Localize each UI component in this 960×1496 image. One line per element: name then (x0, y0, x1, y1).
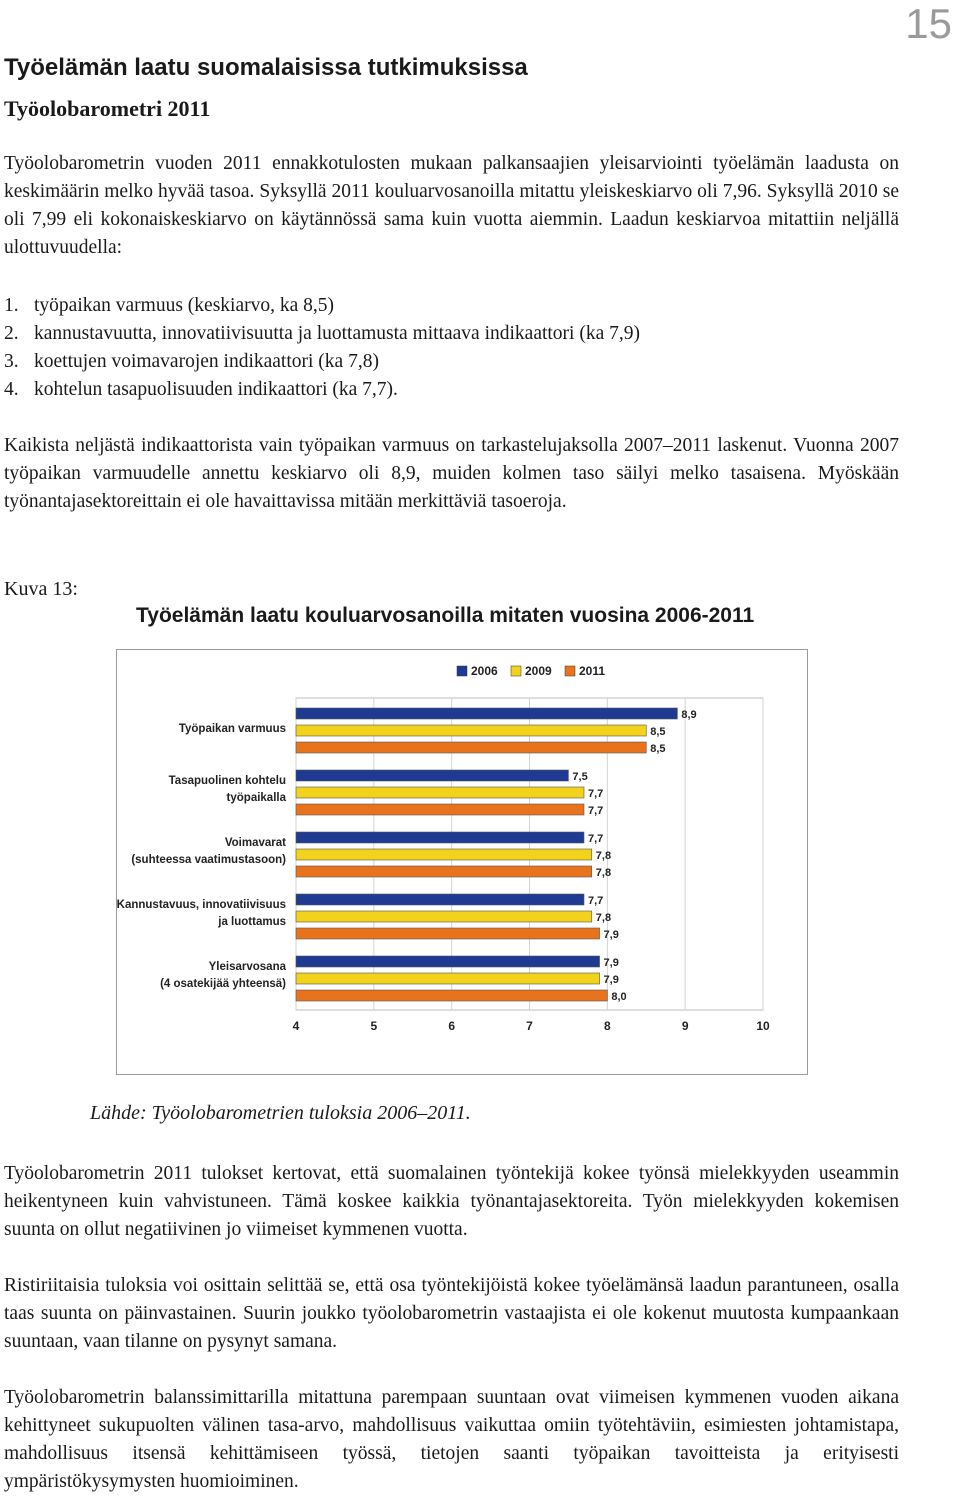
legend-swatch (565, 666, 575, 676)
x-tick-label: 9 (681, 1019, 689, 1033)
legend-label: 2011 (579, 664, 606, 678)
bar (296, 866, 592, 877)
bar (296, 911, 592, 922)
bar (296, 832, 584, 843)
data-label: 8,0 (611, 991, 627, 1003)
legend-swatch (511, 666, 521, 676)
intro-paragraph: Työolobarometrin vuoden 2011 ennakkotulosten mukaan palkansaajien yleisarviointi työelämän laadusta on keskimäärin melko hyvää tasoa. Syksyllä 2011 kouluarvosanoilla mitattu yleiskeskiarvo oli 7,96. Syksyllä 2010 se oli 7,99 eli kokonaiskeskiarvo on käytännössä sama kuin vuotta aiemmin. Laadun keskiarvoa mitattiin neljällä ulottuvuudella: (4, 153, 899, 258)
x-tick-label: 8 (603, 1019, 611, 1033)
bar (296, 742, 646, 753)
bar (296, 725, 646, 736)
bar-chart (117, 650, 807, 1074)
category-label: työpaikalla (226, 792, 286, 804)
list-item (4, 376, 640, 404)
bar (296, 804, 584, 815)
data-label: 7,5 (572, 771, 588, 783)
figure-title: Työelämän laatu kouluarvosanoilla mitaten vuosina 2006-2011 (136, 604, 755, 627)
category-label: Yleisarvosana (208, 961, 286, 973)
paragraph-5: Työolobarometrin balanssimittarilla mitattuna parempaan suuntaan ovat viimeisen kymmenen vuoden aikana kehittyneet sukupuolten välinen tasa-arvo, mahdollisuus vaikuttaa omiin työtehtäviin, esimiesten johtamistapa, mahdollisuus itsensä kehittämiseen työssä, tietojen saanti työpaikan tavoitteista ja erityisesti ympäristökysymysten huomioiminen. (4, 1387, 899, 1492)
data-label: 8,9 (681, 709, 697, 721)
legend-swatch (457, 666, 467, 676)
list-item (4, 320, 640, 348)
category-label: Työpaikan varmuus (178, 723, 286, 735)
category-label: Kannustavuus, innovatiivisuus (117, 899, 286, 911)
x-tick-label: 5 (370, 1019, 378, 1033)
category-label: (4 osatekijää yhteensä) (160, 978, 286, 990)
indicator-list (4, 292, 640, 404)
figure-label: Kuva 13: (4, 578, 78, 600)
list-item-number: 1. (4, 295, 19, 316)
page-subheading: Työolobarometri 2011 (4, 96, 211, 121)
data-label: 7,8 (595, 850, 612, 862)
list-item (4, 292, 640, 320)
list-item-text: kannustavuutta, innovatiivisuutta ja luottamusta mittaava indikaattori (ka 7,9) (34, 323, 640, 344)
paragraph-3: Työolobarometrin 2011 tulokset kertovat, että suomalainen työntekijä kokee työnsä mielekkyyden useammin heikentyneen kuin vahvistuneen. Tämä koskee kaikkia työnantajasektoreita. Työn mielekkyyden kokemisen suunta on ollut negatiivinen jo viimeiset kymmenen vuotta. (4, 1163, 899, 1240)
figure-source: Lähde: Työolobarometrien tuloksia 2006–2011. (90, 1102, 471, 1124)
bar (296, 973, 600, 984)
data-label: 8,5 (650, 726, 666, 738)
data-label: 7,8 (595, 912, 612, 924)
list-item-number: 3. (4, 351, 19, 372)
data-label: 7,7 (587, 788, 604, 800)
list-item-text: koettujen voimavarojen indikaattori (ka 7,8) (34, 351, 379, 372)
bar (296, 894, 584, 905)
legend-label: 2006 (471, 664, 498, 678)
data-label: 7,9 (603, 957, 619, 969)
list-item (4, 348, 640, 376)
paragraph-2: Kaikista neljästä indikaattorista vain työpaikan varmuus on tarkastelujaksolla 2007–2011 laskenut. Vuonna 2007 työpaikan varmuudelle annettu keskiarvo oli 8,9, muiden kolmen taso säilyi melko tasaisena. Myöskään työnantajasektoreittain ei ole havaittavissa mitään merkittäviä tasoeroja. (4, 435, 899, 512)
data-label: 7,7 (587, 895, 604, 907)
chart-frame (116, 649, 808, 1075)
x-tick-label: 7 (526, 1019, 533, 1033)
bar (296, 928, 600, 939)
x-tick-label: 4 (292, 1019, 300, 1033)
data-label: 7,9 (603, 974, 619, 986)
data-label: 8,5 (650, 743, 666, 755)
bar (296, 956, 600, 967)
category-label: (suhteessa vaatimustasoon) (131, 854, 286, 866)
list-item-text: kohtelun tasapuolisuuden indikaattori (ka 7,7). (34, 379, 398, 400)
bar (296, 787, 584, 798)
data-label: 7,8 (595, 867, 612, 879)
bar (296, 770, 568, 781)
bar (296, 849, 592, 860)
x-tick-label: 10 (756, 1019, 770, 1033)
paragraph-4: Ristiriitaisia tuloksia voi osittain selittää se, että osa työntekijöistä kokee työelämänsä laadun parantuneen, osalla taas suunta on päinvastainen. Suurin joukko työolobarometrin vastaajista ei ole kokenut muutosta kumpaankaan suuntaan, vaan tilanne on pysynyt samana. (4, 1275, 899, 1352)
data-label: 7,7 (587, 805, 604, 817)
bar (296, 708, 677, 719)
category-label: Tasapuolinen kohtelu (168, 775, 286, 787)
page-heading: Työelämän laatu suomalaisissa tutkimuksissa (4, 54, 528, 81)
legend-label: 2009 (525, 664, 552, 678)
data-label: 7,9 (603, 929, 619, 941)
list-item-text: työpaikan varmuus (keskiarvo, ka 8,5) (34, 295, 335, 316)
category-label: ja luottamus (218, 916, 286, 928)
list-item-number: 4. (4, 379, 19, 400)
bar (296, 990, 607, 1001)
x-tick-label: 6 (448, 1019, 456, 1033)
list-item-number: 2. (4, 323, 19, 344)
category-label: Voimavarat (224, 837, 286, 849)
data-label: 7,7 (587, 833, 604, 845)
page-number: 15 (905, 0, 952, 47)
